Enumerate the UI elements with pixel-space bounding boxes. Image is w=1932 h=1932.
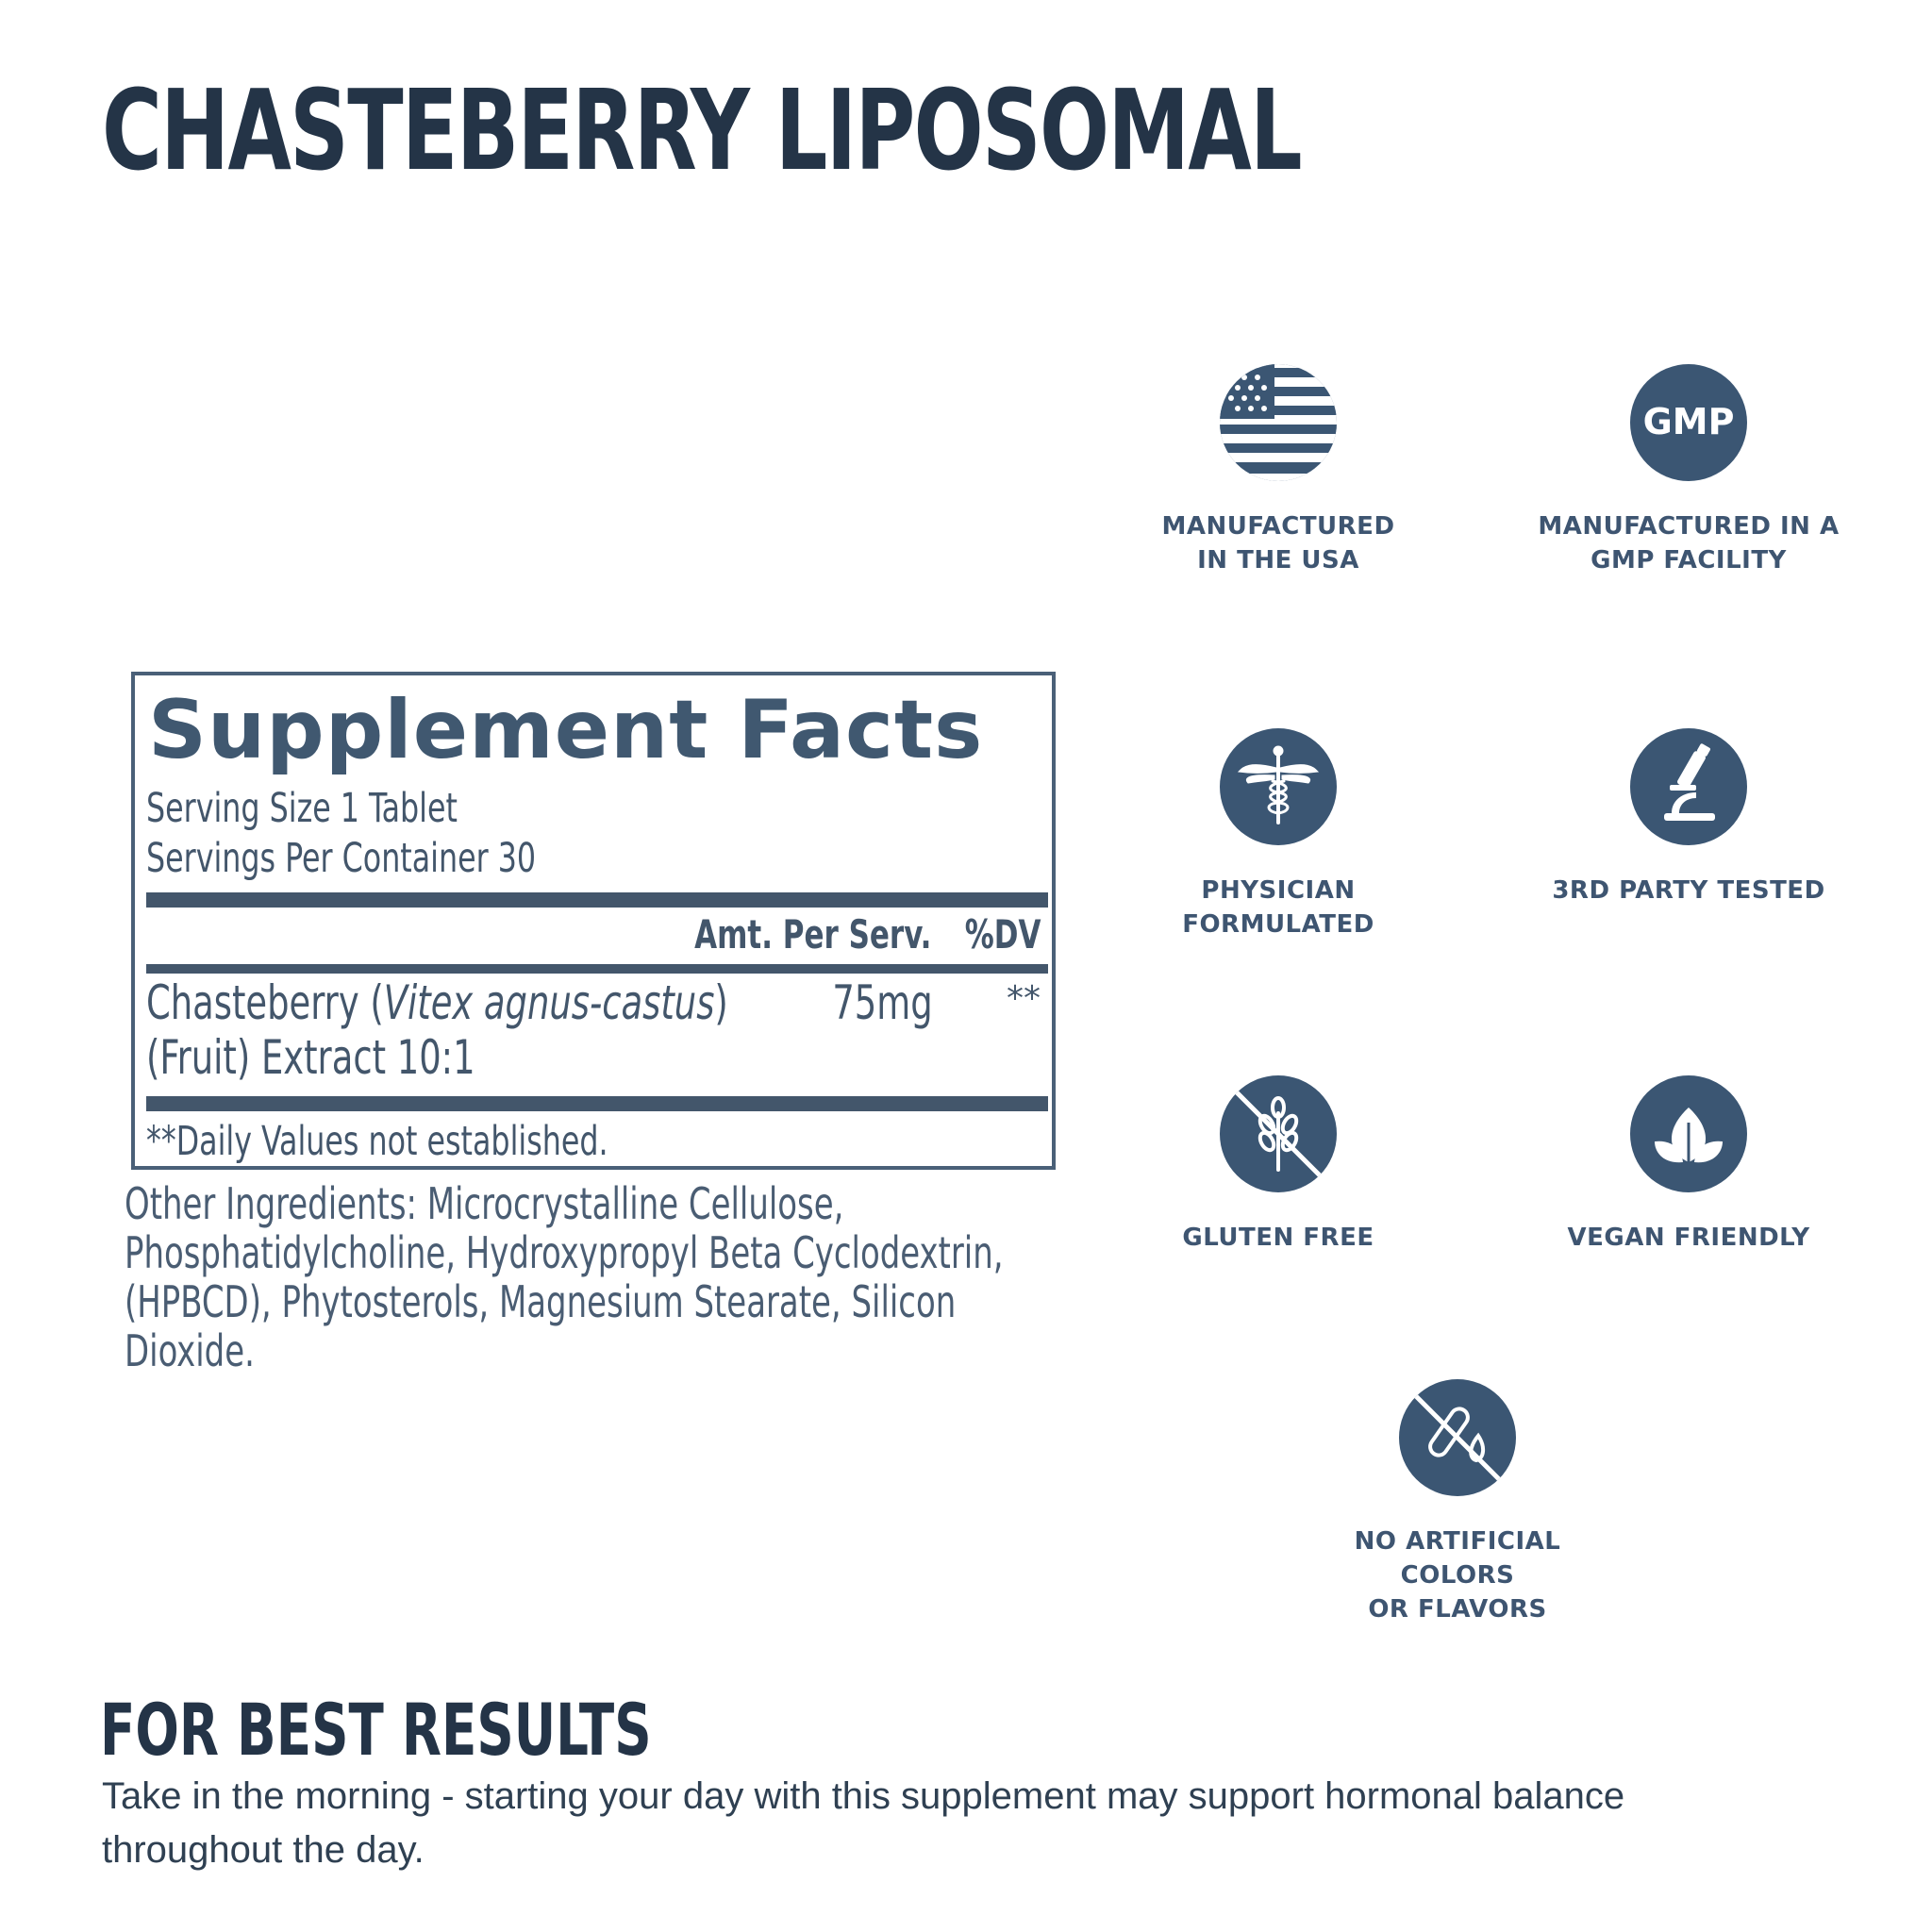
supplement-facts-heading: Supplement Facts (148, 683, 984, 777)
ingredient-name-line2: (Fruit) Extract 10:1 (146, 1030, 475, 1085)
ingredient-name (146, 975, 728, 1085)
badge-label: GLUTEN FREE (1182, 1224, 1374, 1252)
caduceus-icon (1220, 728, 1337, 845)
badge-vegan-friendly (1538, 1075, 1840, 1255)
badge-label: 3RD PARTY TESTED (1552, 876, 1825, 905)
ingredient-amount: 75mg (832, 975, 933, 1030)
divider-middle (146, 964, 1048, 974)
ingredient-name-prefix: Chasteberry ( (146, 975, 384, 1030)
daily-value-footnote: **Daily Values not established. (146, 1118, 608, 1165)
badge-gmp-facility (1538, 364, 1840, 577)
ingredient-daily-value: ** (1007, 979, 1041, 1018)
badge-third-party-tested (1538, 728, 1840, 908)
badge-label: MANUFACTURED IN A GMP FACILITY (1538, 512, 1840, 575)
badge-label: VEGAN FRIENDLY (1567, 1224, 1810, 1252)
ingredient-latin-name: Vitex agnus-castus (383, 975, 715, 1030)
servings-per-container: Servings Per Container 30 (146, 835, 537, 882)
leaf-icon (1630, 1075, 1747, 1192)
usa-flag-icon (1220, 364, 1337, 481)
supplement-facts-panel (131, 672, 1056, 1170)
other-ingredients: Other Ingredients: Microcrystalline Cellulose, Phosphatidylcholine, Hydroxypropyl Beta Cyclodextrin, (HPBCD), Phytosterols, Magnesium Stearate, Silicon Dioxide. (125, 1178, 1004, 1376)
gmp-icon-text: GMP (1642, 401, 1735, 442)
badge-label: MANUFACTURED IN THE USA (1161, 512, 1395, 575)
no-gluten-icon (1220, 1075, 1337, 1192)
page-title: CHASTEBERRY LIPOSOMAL (102, 65, 1301, 195)
badge-manufactured-usa (1127, 364, 1429, 577)
badge-no-artificial-colors (1307, 1379, 1608, 1626)
microscope-icon (1630, 728, 1747, 845)
daily-value-header: %DV (964, 911, 1041, 958)
badge-label: PHYSICIAN FORMULATED (1182, 876, 1374, 939)
best-results-text: Take in the morning - starting your day with this supplement may support hormonal balance throughout the day. (102, 1775, 1625, 1871)
ingredient-name-suffix: ) (714, 975, 728, 1030)
gmp-icon (1630, 364, 1747, 481)
serving-size: Serving Size 1 Tablet (146, 785, 458, 832)
badge-physician-formulated (1127, 728, 1429, 941)
divider-bottom (146, 1096, 1048, 1111)
badge-gluten-free (1127, 1075, 1429, 1255)
no-artificial-icon (1399, 1379, 1516, 1496)
amount-per-serving-header: Amt. Per Serv. (693, 911, 931, 958)
badge-label: NO ARTIFICIAL COLORS OR FLAVORS (1354, 1527, 1561, 1624)
best-results-heading: FOR BEST RESULTS (100, 1688, 652, 1772)
